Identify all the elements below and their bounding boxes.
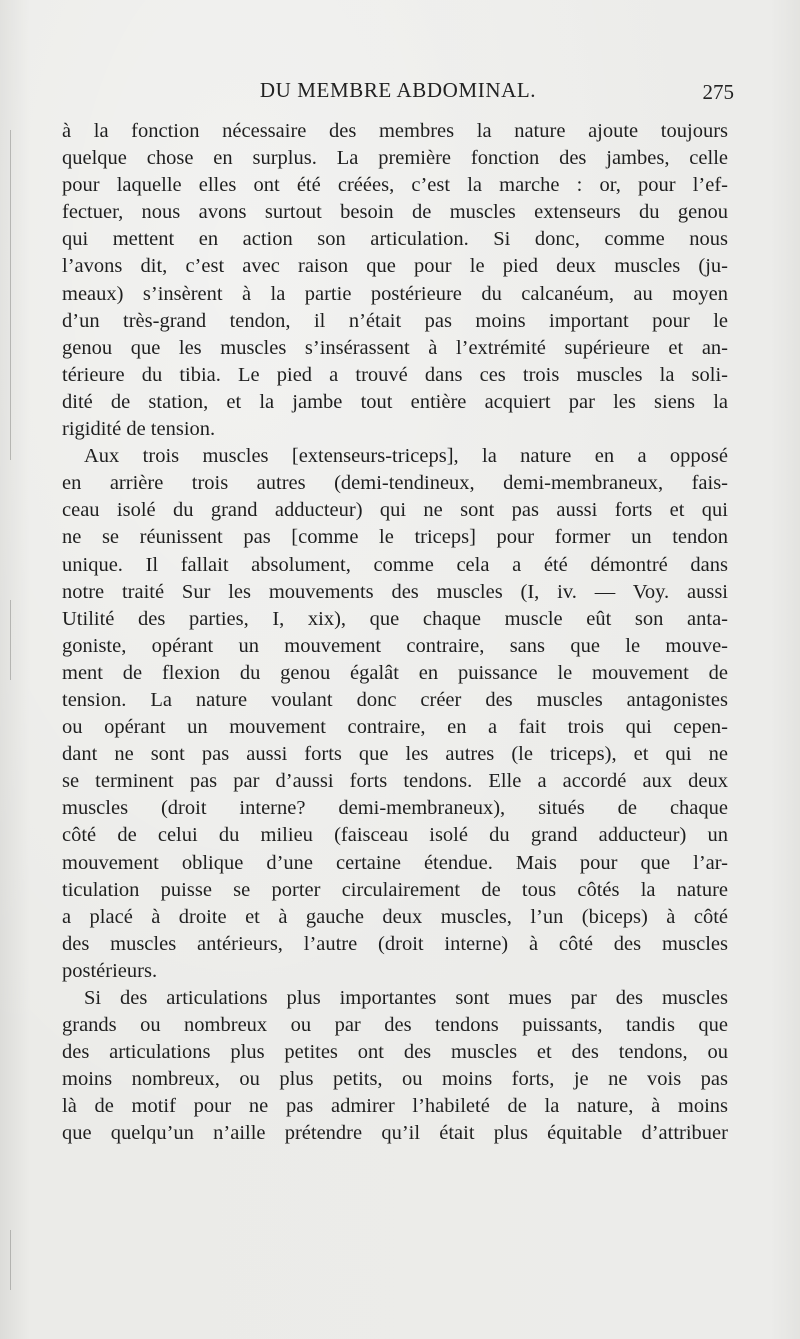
text-line: que quelqu’un n’aille prétendre qu’il était plus équitable d’attribuer xyxy=(62,1122,728,1145)
text-line: mouvement oblique d’une certaine étendue. Mais pour que l’ar- xyxy=(62,851,728,874)
text-line: goniste, opérant un mouvement contraire, sans que le mouve- xyxy=(62,634,728,657)
page-number: 275 xyxy=(702,80,734,104)
text-line: se terminent pas par d’aussi forts tendons. Elle a accordé aux deux xyxy=(62,770,728,793)
body-text xyxy=(62,118,728,1148)
gutter-shadow-line xyxy=(10,600,11,680)
text-line: d’un très-grand tendon, il n’était pas moins important pour le xyxy=(62,309,728,332)
text-line: Aux trois muscles [extenseurs-triceps], la nature en a opposé xyxy=(84,445,728,468)
text-line: rigidité de tension. xyxy=(62,418,216,441)
text-line: en arrière trois autres (demi-tendineux, demi-membraneux, fais- xyxy=(62,472,728,495)
text-line: côté de celui du milieu (faisceau isolé du grand adducteur) un xyxy=(62,824,728,847)
gutter-shadow-line xyxy=(10,1230,11,1290)
text-line: ou opérant un mouvement contraire, en a fait trois qui cepen- xyxy=(62,716,728,739)
running-head xyxy=(62,78,734,108)
paragraph xyxy=(62,118,728,443)
text-line: dant ne sont pas aussi forts que les autres (le triceps), et qui ne xyxy=(62,743,728,766)
text-line: ment de flexion du genou égalât en puissance le mouvement de xyxy=(62,661,728,684)
gutter-shadow-line xyxy=(10,130,11,460)
text-line: genou que les muscles s’insérassent à l’extrémité supérieure et an- xyxy=(62,336,728,359)
text-line: unique. Il fallait absolument, comme cela a été démontré dans xyxy=(62,553,728,576)
text-line: meaux) s’insèrent à la partie postérieure du calcanéum, au moyen xyxy=(62,282,728,305)
text-line: postérieurs. xyxy=(62,959,158,982)
text-line: a placé à droite et à gauche deux muscles, l’un (biceps) à côté xyxy=(62,905,728,928)
text-line: dité de station, et la jambe tout entière acquiert par les siens la xyxy=(62,390,728,413)
text-line: ne se réunissent pas [comme le triceps] pour former un tendon xyxy=(62,526,728,549)
text-line: ceau isolé du grand adducteur) qui ne sont pas aussi forts et qui xyxy=(62,499,728,522)
paragraph xyxy=(62,443,728,985)
text-line: muscles (droit interne? demi-membraneux), situés de chaque xyxy=(62,797,728,820)
running-title: DU MEMBRE ABDOMINAL. xyxy=(259,78,537,102)
text-line: Si des articulations plus importantes sont mues par des muscles xyxy=(84,987,728,1009)
text-line: notre traité Sur les mouvements des muscles (I, iv. — Voy. aussi xyxy=(62,580,728,603)
text-line: moins nombreux, ou plus petits, ou moins forts, je ne vois pas xyxy=(62,1068,728,1091)
text-line: quelque chose en surplus. La première fonction des jambes, celle xyxy=(62,147,728,170)
text-line: qui mettent en action son articulation. Si donc, comme nous xyxy=(62,228,728,251)
text-line: l’avons dit, c’est avec raison que pour le pied deux muscles (ju- xyxy=(62,255,728,278)
text-line: térieure du tibia. Le pied a trouvé dans ces trois muscles la soli- xyxy=(62,363,728,386)
text-line: tension. La nature voulant donc créer des muscles antagonistes xyxy=(62,688,728,711)
text-line: là de motif pour ne pas admirer l’habileté de la nature, à moins xyxy=(62,1095,728,1118)
paragraph xyxy=(62,985,728,1148)
text-line: Utilité des parties, I, xix), que chaque muscle eût son anta- xyxy=(62,607,728,630)
text-line: des muscles antérieurs, l’autre (droit interne) à côté des muscles xyxy=(62,932,728,955)
text-line: pour laquelle elles ont été créées, c’est la marche : or, pour l’ef- xyxy=(62,174,728,197)
text-line: grands ou nombreux ou par des tendons puissants, tandis que xyxy=(62,1014,728,1037)
text-line: fectuer, nous avons surtout besoin de muscles extenseurs du genou xyxy=(62,201,728,224)
text-line: à la fonction nécessaire des membres la nature ajoute toujours xyxy=(62,120,728,142)
text-line: ticulation puisse se porter circulairement de tous côtés la nature xyxy=(62,878,728,901)
text-line: des articulations plus petites ont des muscles et des tendons, ou xyxy=(62,1041,728,1064)
